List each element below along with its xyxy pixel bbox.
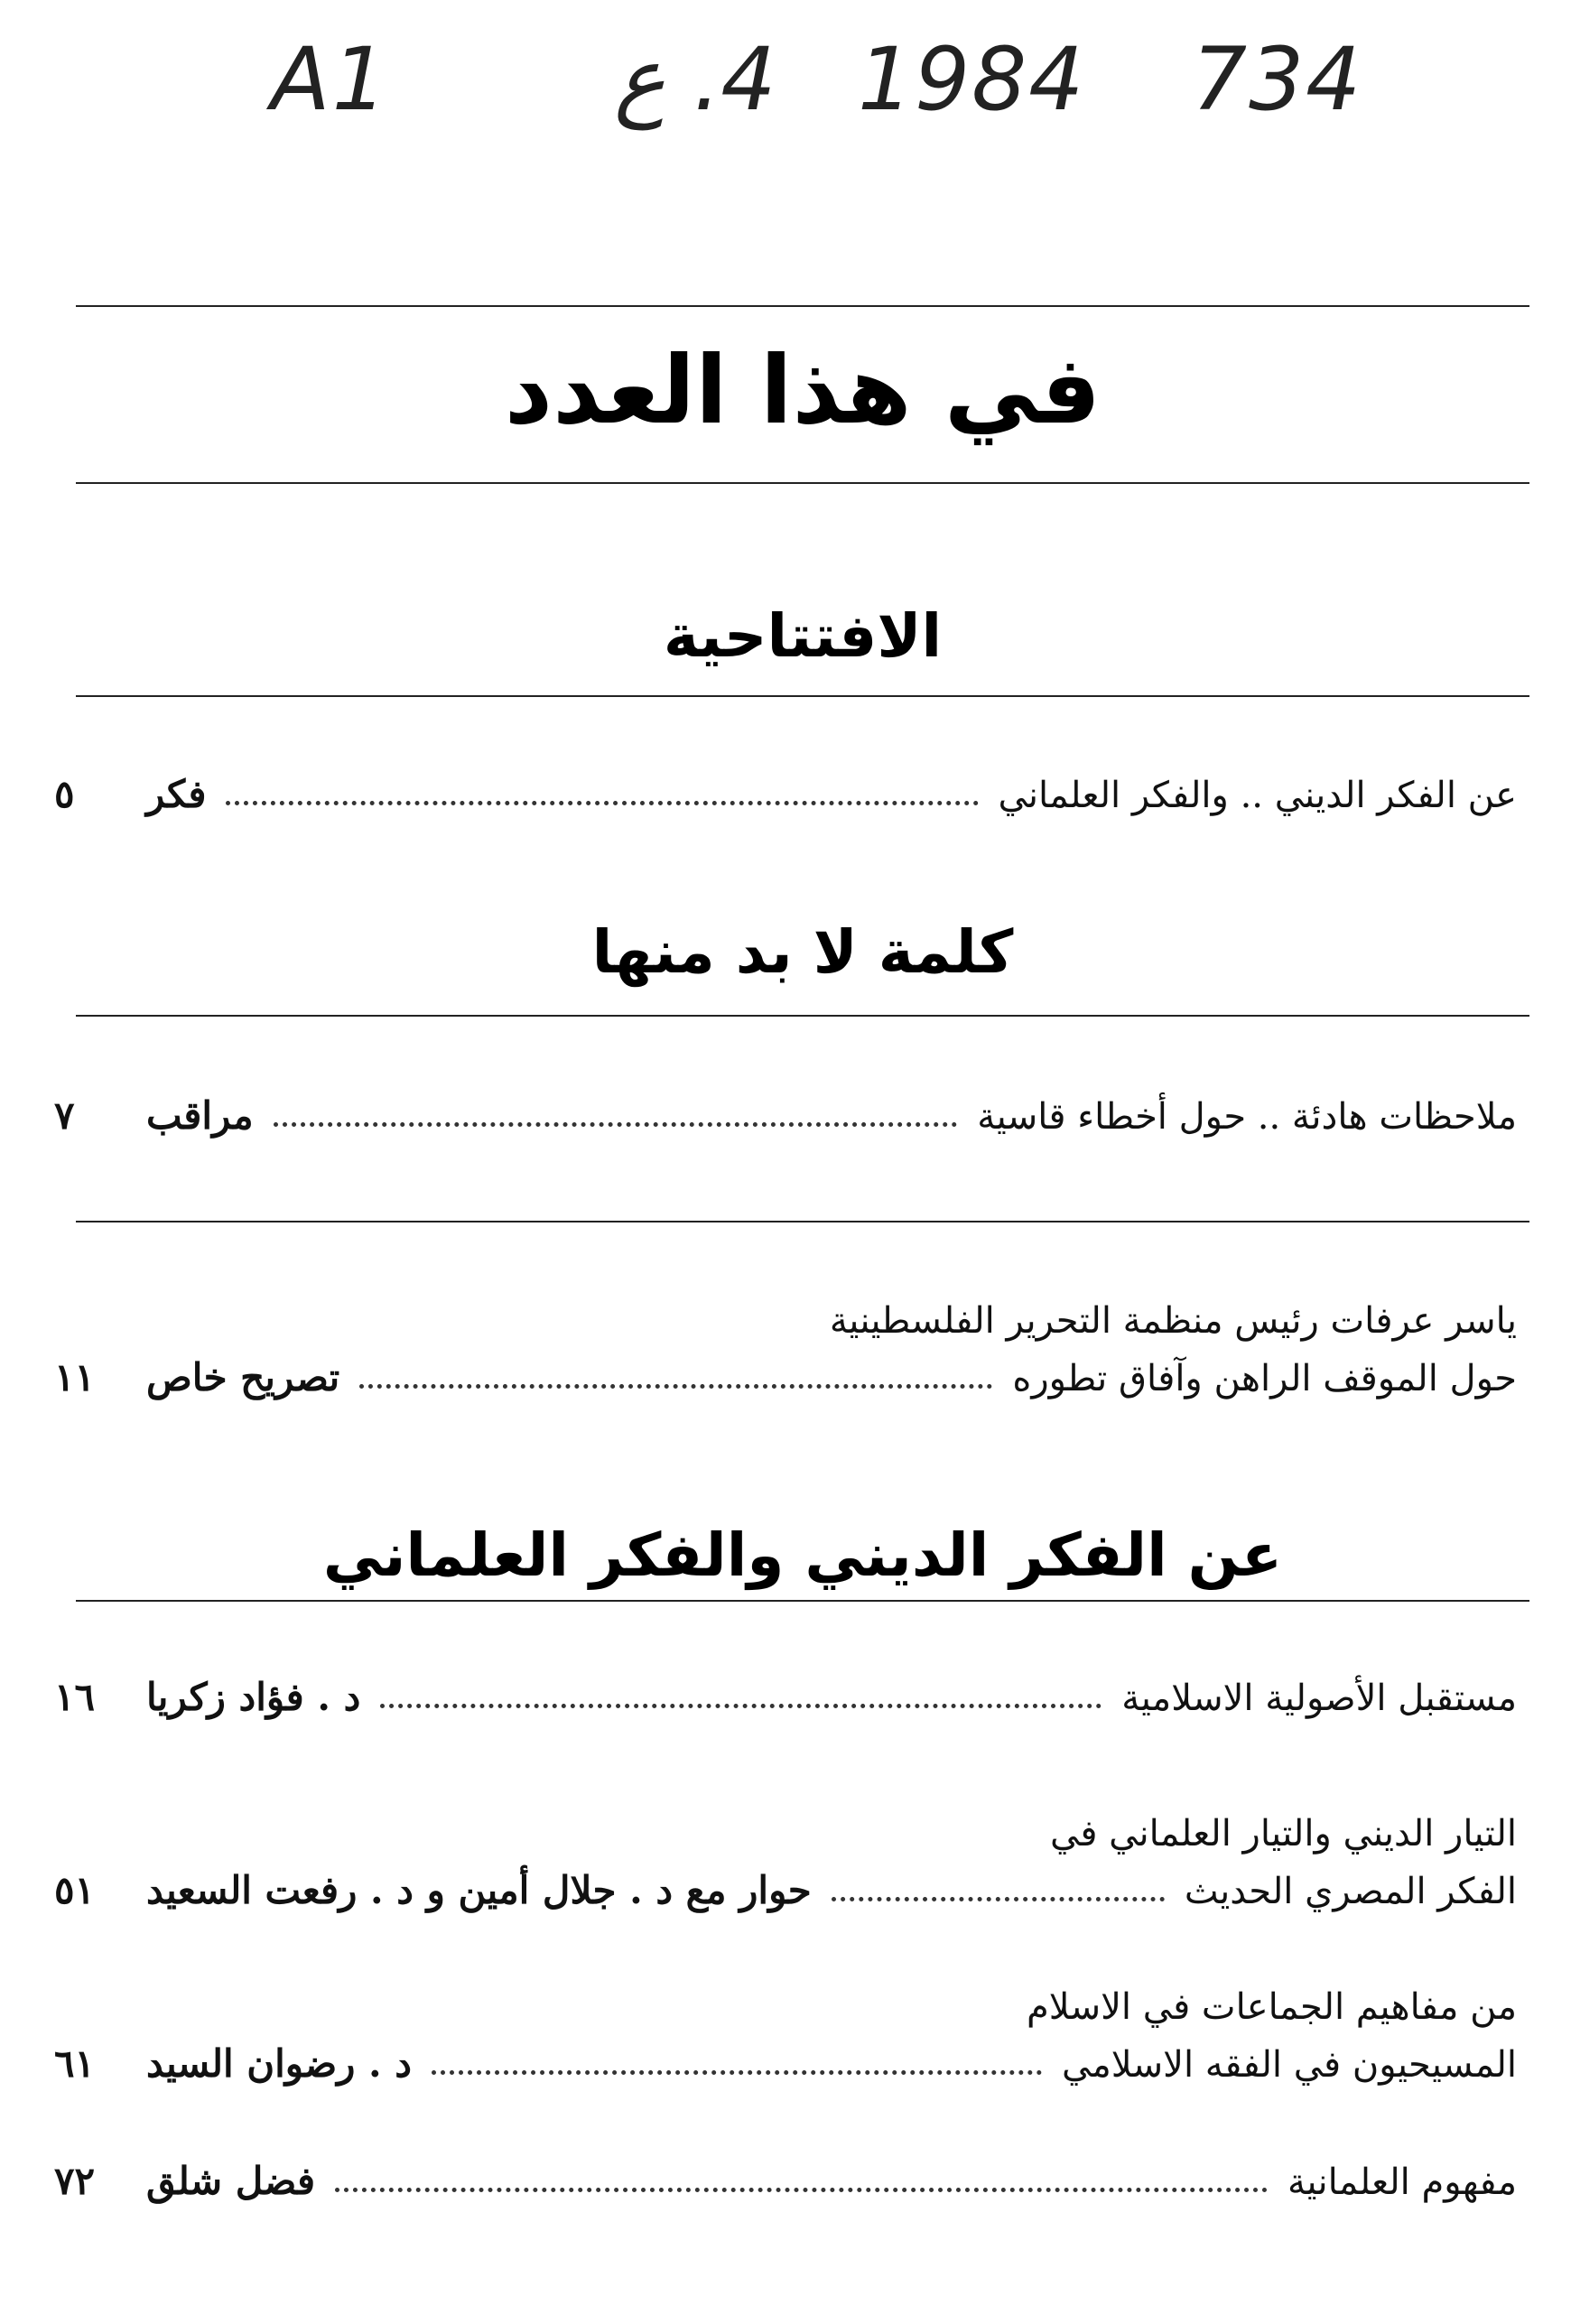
toc-entry[interactable]: [54, 1797, 1517, 1912]
entry-title: ملاحظات هادئة .. حول أخطاء قاسية: [977, 1096, 1517, 1138]
toc-entry[interactable]: [54, 1970, 1517, 2086]
section-heading-religious-secular: عن الفكر الديني والفكر العلماني: [322, 1520, 1283, 1590]
divider-rule: [76, 305, 1529, 307]
handwritten-note-a1: A1: [271, 29, 389, 130]
entry-author: حوار مع د . جلال أمين و د . رفعت السعيد: [146, 1868, 812, 1912]
dot-leader: [432, 2070, 1042, 2075]
entry-author: د . فؤاد زكريا: [146, 1675, 361, 1719]
toc-entry[interactable]: [54, 2145, 1517, 2203]
entry-title: المسيحيون في الفقه الاسلامي: [1061, 2044, 1517, 2086]
divider-rule: [76, 1221, 1529, 1222]
handwritten-note-number: 734: [1192, 29, 1363, 130]
entry-page-number: ١١: [54, 1355, 96, 1399]
handwritten-note-date-day: 4. ع: [614, 29, 776, 130]
entry-page-number: ٥١: [54, 1868, 96, 1912]
entry-page-number: ٥: [54, 772, 75, 816]
dot-leader: [359, 1384, 992, 1389]
handwritten-note-year: 1984: [858, 29, 1086, 130]
entry-page-number: ٧٢: [54, 2159, 96, 2203]
entry-author: مراقب: [146, 1093, 254, 1138]
entry-title: مفهوم العلمانية: [1287, 2161, 1517, 2203]
entry-title: حول الموقف الراهن وآفاق تطوره: [1012, 1358, 1517, 1399]
entry-title: الفكر المصري الحديث: [1184, 1871, 1517, 1912]
toc-entry[interactable]: [54, 758, 1517, 816]
dot-leader: [226, 801, 978, 805]
dot-leader: [380, 1704, 1102, 1708]
divider-rule: [76, 1015, 1529, 1017]
dot-leader: [274, 1122, 958, 1127]
dot-leader: [832, 1897, 1165, 1901]
toc-entry[interactable]: [54, 1661, 1517, 1719]
entry-page-number: ٦١: [54, 2041, 96, 2086]
entry-page-number: ٧: [54, 1093, 75, 1138]
page-title: في هذا العدد: [504, 335, 1102, 445]
entry-title: مستقبل الأصولية الاسلامية: [1121, 1678, 1517, 1719]
entry-author: د . رضوان السيد: [146, 2041, 412, 2086]
entry-title: من مفاهيم الجماعات في الاسلام: [1026, 1986, 1517, 2028]
divider-rule: [76, 1600, 1529, 1602]
divider-rule: [76, 482, 1529, 484]
entry-title: التيار الديني والتيار العلماني في: [1050, 1813, 1517, 1855]
toc-entry[interactable]: [54, 1080, 1517, 1138]
dot-leader: [335, 2188, 1268, 2192]
entry-author: فضل شلق: [146, 2159, 316, 2203]
section-heading-editorial: الافتتاحية: [663, 601, 943, 671]
section-heading-necessary-word: كلمة لا بد منها: [591, 917, 1014, 987]
entry-author: تصريح خاص: [146, 1355, 340, 1399]
toc-entry[interactable]: [54, 1284, 1517, 1399]
entry-page-number: ١٦: [54, 1675, 96, 1719]
entry-title: عن الفكر الديني .. والفكر العلماني: [998, 775, 1517, 816]
divider-rule: [76, 695, 1529, 697]
entry-title: ياسر عرفات رئيس منظمة التحرير الفلسطينية: [829, 1300, 1517, 1342]
entry-author: فكر: [146, 772, 207, 816]
